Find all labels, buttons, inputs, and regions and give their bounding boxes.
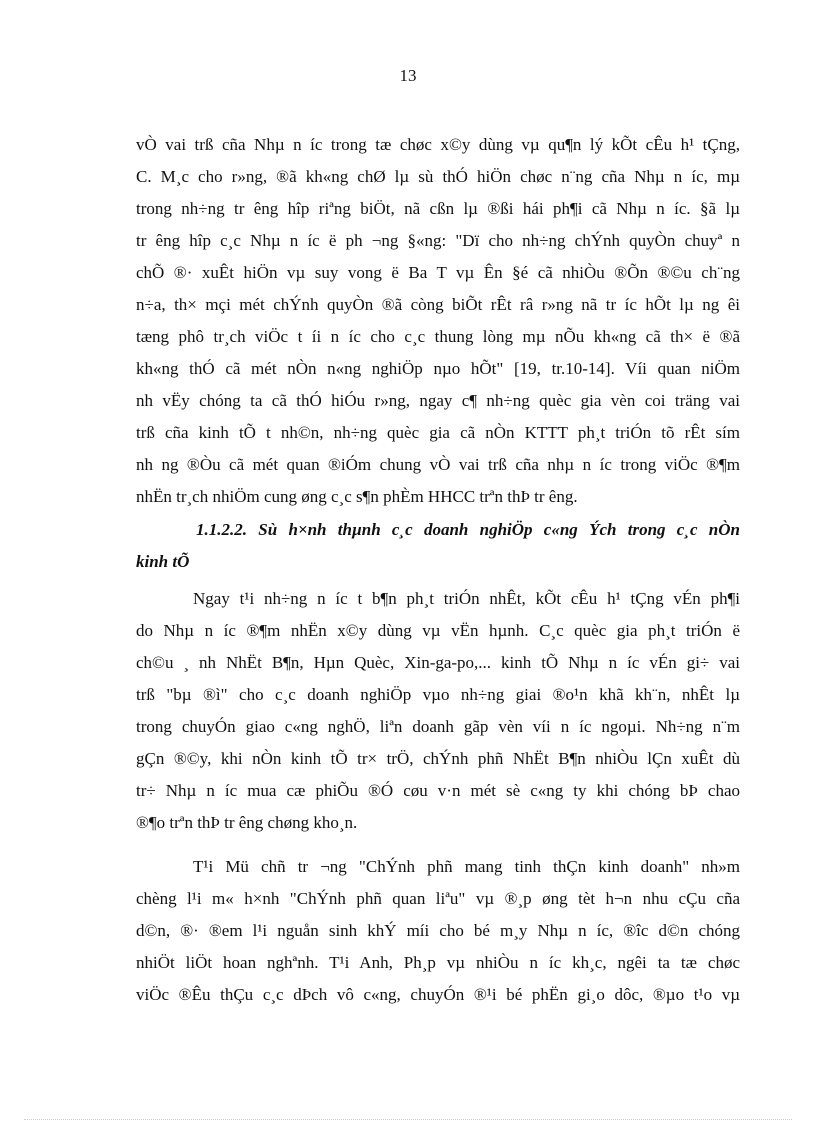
text-line: do Nhµ n íc ®¶m nhËn x©y dùng vµ vËn hµnh. C¸c quèc gia ph¸t triÓn ë (136, 621, 740, 640)
text-line: gÇn ®©y, khi nÒn kinh tÕ tr× trÖ, chÝnh phñ NhËt B¶n nhiÒu lÇn xuÊt dù (136, 749, 740, 768)
text-line: chèng l¹i m« h×nh "ChÝnh phñ quan liªu" vµ ®¸p øng tèt h¬n nhu cÇu cña (136, 889, 740, 908)
page-number: 13 (399, 66, 417, 85)
text-line: T¹i Mü chñ tr ¬ng "ChÝnh phñ mang tinh thÇn kinh doanh" nh»m (193, 857, 740, 876)
heading-line: kinh tÕ (136, 552, 190, 571)
text-line: ch©u ¸ nh NhËt B¶n, Hµn Quèc, Xin-ga-po,... kinh tÕ Nhµ n íc vÉn gi÷ vai (136, 653, 740, 672)
text-line: Ngay t¹i nh÷ng n íc t b¶n ph¸t triÓn nhÊt, kÕt cÊu h¹ tÇng vÉn ph¶i (193, 589, 740, 608)
text-line: d©n, ®· ®em l¹i nguån sinh khÝ míi cho bé m¸y Nhµ n íc, ®îc d©n chóng (136, 921, 740, 940)
text-line: nh ng ®Òu cã mét quan ®iÓm chung vÒ vai trß cña nhµ n íc trong viÖc ®¶m (136, 455, 740, 474)
text-line: viÖc ®Êu thÇu c¸c dÞch vô c«ng, chuyÓn ®¹i bé phËn gi¸o dôc, ®µo t¹o vµ (136, 985, 740, 1004)
text-line: trong chuyÓn giao c«ng nghÖ, liªn doanh gãp vèn víi n íc ngoµi. Nh÷ng n¨m (136, 717, 740, 736)
text-line: tr÷ Nhµ n íc mua cæ phiÕu ®Ó cøu v·n mét sè c«ng ty khi chóng bÞ chao (136, 781, 740, 800)
text-line: trong nh÷ng tr êng hîp riªng biÖt, nã cßn lµ ®ßi hái ph¶i cã Nhµ n íc. §ã lµ (136, 199, 740, 218)
text-line: nhËn tr¸ch nhiÖm cung øng c¸c s¶n phÈm HHCC trªn thÞ tr êng. (136, 487, 578, 506)
text-line: trß cña kinh tÕ t nh©n, nh÷ng quèc gia cã nÒn KTTT ph¸t triÓn tõ rÊt sím (136, 423, 740, 442)
text-line: tr êng hîp c¸c Nhµ n íc ë ph ¬ng §«ng: "Dï cho nh÷ng chÝnh quyÒn chuyª n (136, 231, 740, 250)
text-line: trß "bµ ®ì" cho c¸c doanh nghiÖp vµo nh÷ng giai ®o¹n khã kh¨n, nhÊt lµ (136, 685, 740, 704)
text-line: C. M¸c cho r»ng, ®ã kh«ng chØ lµ sù thÓ hiÖn chøc n¨ng cña Nhµ n íc, mµ (136, 167, 740, 186)
text-line: nhiÖt liÖt hoan nghªnh. T¹i Anh, Ph¸p vµ nhiÒu n íc kh¸c, ngêi ta tæ chøc (136, 953, 740, 972)
text-line: ®¶o trªn thÞ tr êng chøng kho¸n. (136, 813, 358, 832)
text-line: chÕ ®· xuÊt hiÖn vµ suy vong ë Ba T vµ Ên §é cã nhiÒu ®Õn ®©u ch¨ng (136, 263, 740, 282)
text-line: n÷a, th× mçi mét chÝnh quyÒn ®ã còng biÕt rÊt râ r»ng nã tr íc hÕt lµ ng êi (136, 295, 740, 314)
text-line: vÒ vai trß cña Nhµ n íc trong tæ chøc x©y dùng vµ qu¶n lý kÕt cÊu h¹ tÇng, (136, 135, 740, 154)
page-bottom-divider (24, 1119, 792, 1120)
text-line: tæng phô tr¸ch viÖc t íi n íc cho c¸c thung lòng mµ nÕu kh«ng cã th× ë ®ã (136, 327, 740, 346)
text-line: nh vËy chóng ta cã thÓ hiÓu r»ng, ngay c¶ nh÷ng quèc gia vèn coi träng vai (136, 391, 740, 410)
heading-line: 1.1.2.2. Sù h×nh thµnh c¸c doanh nghiÖp c«ng Ých trong c¸c nÒn (196, 520, 740, 539)
text-line: kh«ng thÓ cã mét nÒn n«ng nghiÖp nµo hÕt" [19, tr.10-14]. Víi quan niÖm (136, 359, 740, 378)
